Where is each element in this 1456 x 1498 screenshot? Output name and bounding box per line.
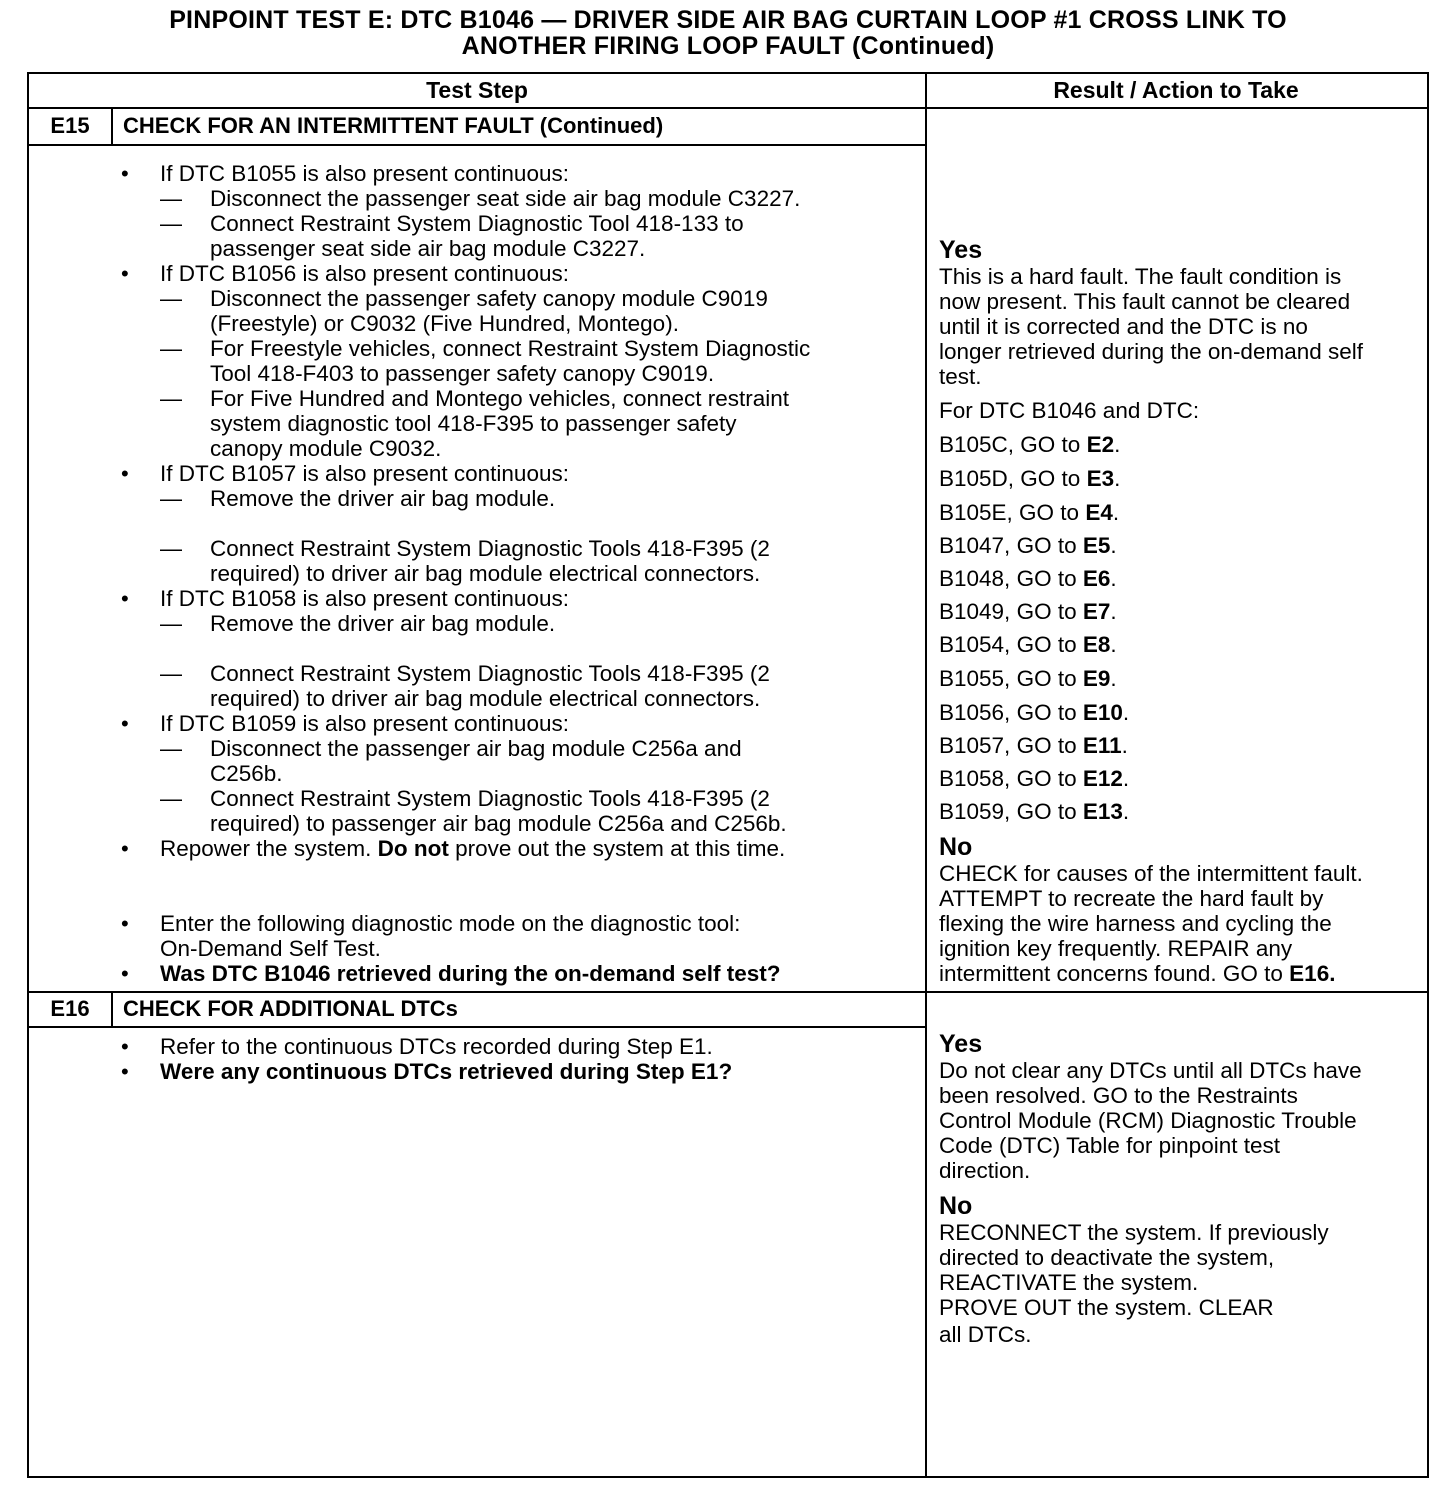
dash-marker: — xyxy=(160,611,182,636)
goto-period: . xyxy=(1122,799,1130,824)
e15-title-rule xyxy=(27,144,927,146)
e16-question: Were any continuous DTCs retrieved during Step E1? xyxy=(160,1059,733,1084)
e15-line: Tool 418-F403 to passenger safety canopy C9019. xyxy=(210,361,715,386)
goto-code: B1047, GO to xyxy=(939,533,1083,558)
e15-line: If DTC B1058 is also present continuous: xyxy=(160,586,569,611)
goto-period: . xyxy=(1122,766,1130,791)
goto-code: B1054, GO to xyxy=(939,632,1083,657)
step-title-e15: CHECK FOR AN INTERMITTENT FAULT (Continued) xyxy=(123,113,664,138)
e15-line: C256b. xyxy=(210,761,283,786)
e15-line: (Freestyle) or C9032 (Five Hundred, Montego). xyxy=(210,311,679,336)
e16-title-rule xyxy=(27,1026,927,1028)
e15-bottom-rule xyxy=(27,991,1429,993)
goto-period: . xyxy=(1114,466,1121,491)
e15-yes-line: now present. This fault cannot be cleared xyxy=(939,289,1351,314)
e15-line: If DTC B1056 is also present continuous: xyxy=(160,261,569,286)
e16-yes-label: Yes xyxy=(939,1030,983,1058)
e15-line: required) to passenger air bag module C256a and C256b. xyxy=(210,811,787,836)
e15-line: system diagnostic tool 418-F395 to passenger safety xyxy=(210,411,737,436)
e16-no-line: RECONNECT the system. If previously xyxy=(939,1220,1329,1245)
e16-no-line: directed to deactivate the system, xyxy=(939,1245,1275,1270)
page-title xyxy=(0,7,1456,59)
bullet-marker: • xyxy=(121,1059,129,1084)
e15-line: Disconnect the passenger safety canopy module C9019 xyxy=(210,286,768,311)
step-title-e16: CHECK FOR ADDITIONAL DTCs xyxy=(123,996,458,1021)
e15-no-line: flexing the wire harness and cycling the xyxy=(939,911,1332,936)
goto-period: . xyxy=(1110,599,1117,624)
dash-marker: — xyxy=(160,486,182,511)
e16-no-line: PROVE OUT the system. CLEAR xyxy=(939,1295,1274,1320)
goto-code: B1055, GO to xyxy=(939,666,1083,691)
bullet-marker: • xyxy=(121,836,129,861)
e15-line: Disconnect the passenger air bag module C256a and xyxy=(210,736,742,761)
dash-marker: — xyxy=(160,286,182,311)
step-id-e16: E16 xyxy=(50,996,90,1021)
goto-step: E6 xyxy=(1082,566,1111,591)
goto-step: E4 xyxy=(1085,500,1113,525)
goto-period: . xyxy=(1110,533,1117,558)
goto-period: . xyxy=(1112,500,1120,525)
dash-marker: — xyxy=(160,211,182,236)
e15-no-last-line xyxy=(939,961,1335,986)
dash-marker: — xyxy=(160,186,182,211)
goto-code: B1059, GO to xyxy=(939,799,1083,824)
e15-no-line: intermittent concerns found. GO to xyxy=(939,961,1290,986)
e15-line: For Five Hundred and Montego vehicles, connect restraint xyxy=(210,386,790,411)
column-divider xyxy=(925,72,927,1476)
bullet-marker: • xyxy=(121,711,129,736)
e16-line: Refer to the continuous DTCs recorded during Step E1. xyxy=(160,1034,713,1059)
goto-period: . xyxy=(1122,700,1130,725)
goto-period: . xyxy=(1110,632,1117,657)
goto-period: . xyxy=(1121,733,1128,758)
e16-yes-line: Do not clear any DTCs until all DTCs have xyxy=(939,1058,1362,1083)
e15-yes-line: until it is corrected and the DTC is no xyxy=(939,314,1308,339)
goto-step: E9 xyxy=(1082,666,1111,691)
e15-repower-text: Repower the system. xyxy=(160,836,378,861)
e15-line: Remove the driver air bag module. xyxy=(210,486,556,511)
dash-marker: — xyxy=(160,386,182,411)
goto-line xyxy=(939,432,1120,457)
e15-no-label: No xyxy=(939,833,973,861)
bullet-marker: • xyxy=(121,161,129,186)
goto-line xyxy=(939,733,1128,758)
e16-yes-line: direction. xyxy=(939,1158,1031,1183)
e16-no-line: REACTIVATE the system. xyxy=(939,1270,1199,1295)
e15-line: required) to driver air bag module electrical connectors. xyxy=(210,686,761,711)
e15-line: If DTC B1055 is also present continuous: xyxy=(160,161,569,186)
e16-yes-line: been resolved. GO to the Restraints xyxy=(939,1083,1298,1108)
e15-no-line: CHECK for causes of the intermittent fault. xyxy=(939,861,1363,886)
goto-code: B105C, GO to xyxy=(939,432,1087,457)
goto-step: E7 xyxy=(1082,599,1111,624)
goto-line xyxy=(939,566,1117,591)
e15-line: Enter the following diagnostic mode on the diagnostic tool: xyxy=(160,911,741,936)
e15-no-line: ignition key frequently. REPAIR any xyxy=(939,936,1293,961)
goto-line xyxy=(939,700,1129,725)
e15-question: Was DTC B1046 retrieved during the on-demand self test? xyxy=(160,961,781,986)
goto-line xyxy=(939,799,1129,824)
goto-line xyxy=(939,466,1120,491)
e15-id-divider xyxy=(111,107,113,146)
e15-line: Connect Restraint System Diagnostic Tool 418-133 to xyxy=(210,211,744,236)
step-id-e15: E15 xyxy=(50,113,90,138)
goto-code: B1056, GO to xyxy=(939,700,1083,725)
goto-period: . xyxy=(1110,666,1117,691)
goto-code: B1058, GO to xyxy=(939,766,1083,791)
e15-for-dtc: For DTC B1046 and DTC: xyxy=(939,398,1200,423)
goto-period: . xyxy=(1110,566,1117,591)
goto-step: E8 xyxy=(1082,632,1111,657)
goto-line xyxy=(939,533,1117,558)
e15-repower-tail: prove out the system at this time. xyxy=(448,836,786,861)
e15-line: If DTC B1059 is also present continuous: xyxy=(160,711,569,736)
title-line-1: PINPOINT TEST E: DTC B1046 — DRIVER SIDE AIR BAG CURTAIN LOOP #1 CROSS LINK TO xyxy=(169,6,1287,34)
goto-step: E13 xyxy=(1082,799,1123,824)
goto-step: E5 xyxy=(1082,533,1111,558)
dash-marker: — xyxy=(160,661,182,686)
title-line-2: ANOTHER FIRING LOOP FAULT (Continued) xyxy=(461,32,995,60)
e15-line: canopy module C9032. xyxy=(210,436,442,461)
e16-no-line: all DTCs. xyxy=(939,1322,1032,1347)
goto-step: E12 xyxy=(1082,766,1123,791)
e15-line: Remove the driver air bag module. xyxy=(210,611,556,636)
e15-yes-line: This is a hard fault. The fault condition is xyxy=(939,264,1342,289)
e15-line: If DTC B1057 is also present continuous: xyxy=(160,461,569,486)
goto-period: . xyxy=(1114,432,1121,457)
header-rule xyxy=(27,107,1429,109)
e15-no-line: ATTEMPT to recreate the hard fault by xyxy=(939,886,1324,911)
dash-marker: — xyxy=(160,336,182,361)
e15-no-period: . xyxy=(1329,961,1336,986)
goto-line xyxy=(939,632,1117,657)
bullet-marker: • xyxy=(121,461,129,486)
goto-step: E3 xyxy=(1086,466,1115,491)
e15-line: Connect Restraint System Diagnostic Tools 418-F395 (2 xyxy=(210,661,770,686)
e15-line: required) to driver air bag module electrical connectors. xyxy=(210,561,761,586)
e16-yes-line: Control Module (RCM) Diagnostic Trouble xyxy=(939,1108,1357,1133)
goto-code: B1048, GO to xyxy=(939,566,1083,591)
goto-line xyxy=(939,599,1117,624)
dash-marker: — xyxy=(160,786,182,811)
e15-line: passenger seat side air bag module C3227. xyxy=(210,236,646,261)
column-header-result: Result / Action to Take xyxy=(1053,77,1299,103)
bullet-marker: • xyxy=(121,261,129,286)
e15-line: Connect Restraint System Diagnostic Tools 418-F395 (2 xyxy=(210,786,770,811)
goto-line xyxy=(939,766,1129,791)
goto-code: B1049, GO to xyxy=(939,599,1083,624)
e15-yes-line: longer retrieved during the on-demand self xyxy=(939,339,1364,364)
e15-line: Disconnect the passenger seat side air bag module C3227. xyxy=(210,186,801,211)
e15-line: Connect Restraint System Diagnostic Tools 418-F395 (2 xyxy=(210,536,770,561)
goto-step: E10 xyxy=(1082,700,1123,725)
bullet-marker: • xyxy=(121,1034,129,1059)
goto-code: B105E, GO to xyxy=(939,500,1086,525)
e15-repower-line xyxy=(160,836,785,861)
bullet-marker: • xyxy=(121,911,129,936)
dash-marker: — xyxy=(160,536,182,561)
goto-step: E2 xyxy=(1086,432,1115,457)
e15-no-goto: E16 xyxy=(1289,961,1330,986)
e16-no-label: No xyxy=(939,1192,973,1220)
e15-do-not-emphasis: Do not xyxy=(377,836,449,861)
bullet-marker: • xyxy=(121,586,129,611)
e16-id-divider xyxy=(111,991,113,1028)
e15-line: On-Demand Self Test. xyxy=(160,936,381,961)
bullet-marker: • xyxy=(121,961,129,986)
goto-code: B1057, GO to xyxy=(939,733,1083,758)
column-header-test-step: Test Step xyxy=(426,77,528,103)
e15-yes-label: Yes xyxy=(939,236,983,264)
goto-line xyxy=(939,500,1119,525)
e16-yes-line: Code (DTC) Table for pinpoint test xyxy=(939,1133,1280,1158)
goto-code: B105D, GO to xyxy=(939,466,1087,491)
dash-marker: — xyxy=(160,736,182,761)
e15-yes-line: test. xyxy=(939,364,982,389)
e15-line: For Freestyle vehicles, connect Restraint System Diagnostic xyxy=(210,336,811,361)
goto-step: E11 xyxy=(1082,733,1122,758)
goto-line xyxy=(939,666,1117,691)
